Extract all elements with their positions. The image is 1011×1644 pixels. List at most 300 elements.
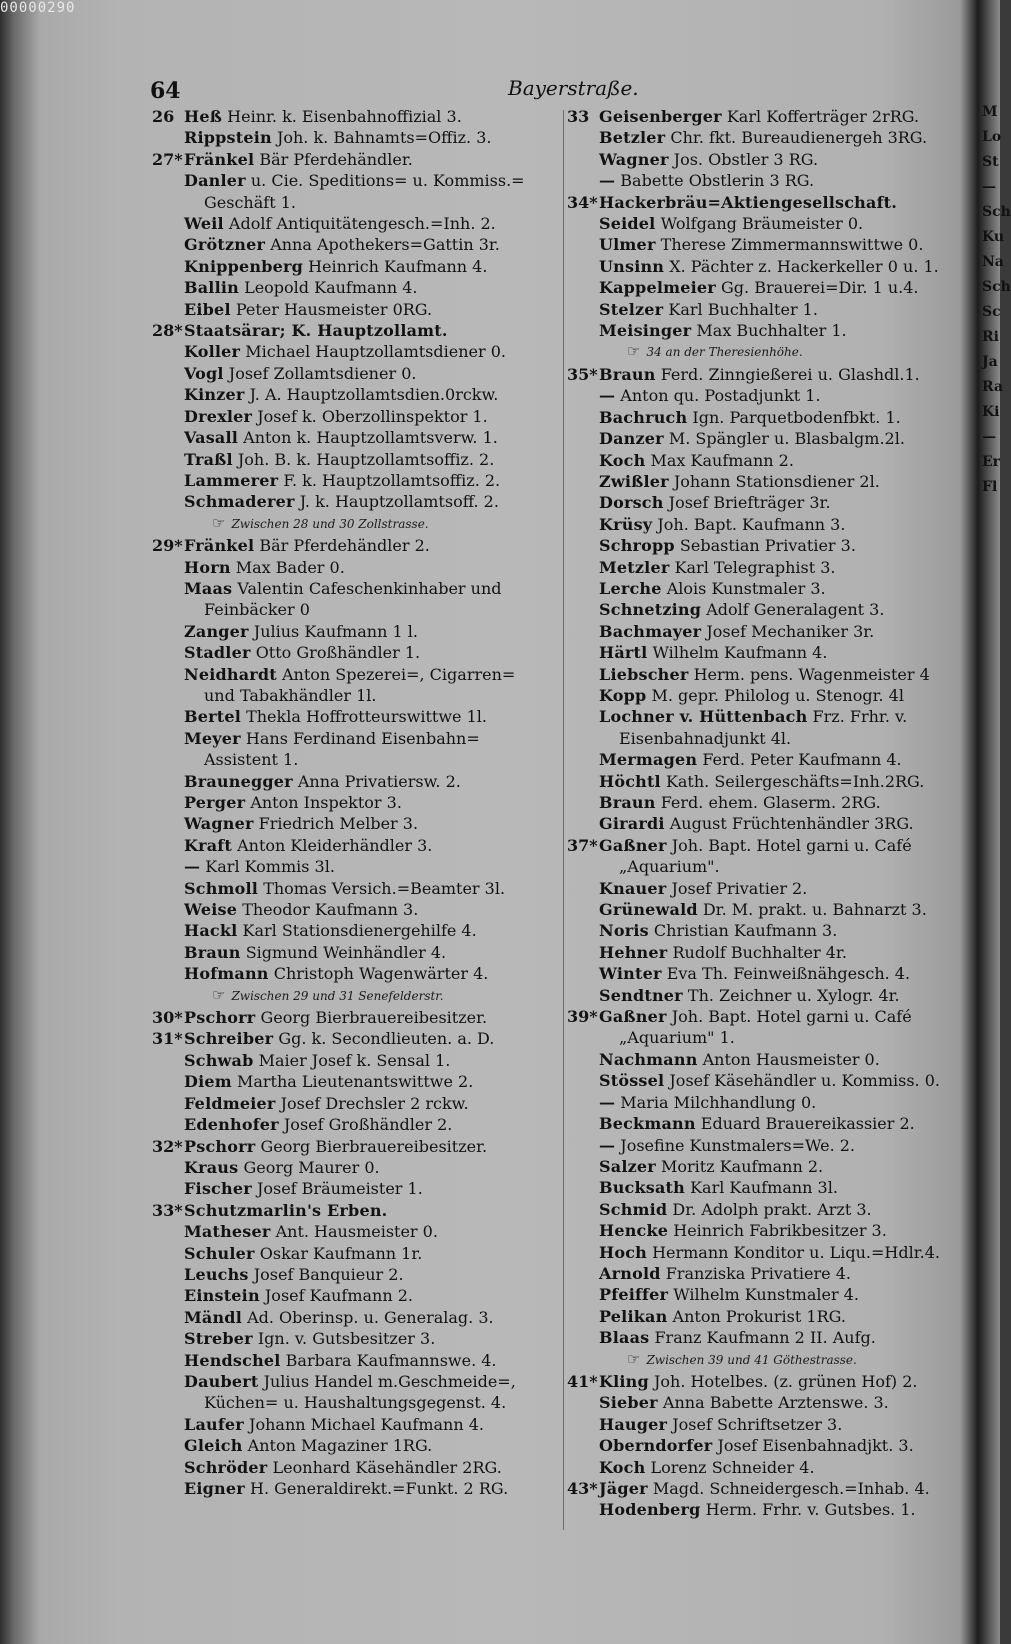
directory-entry bbox=[152, 1114, 552, 1135]
resident-name: Wagner bbox=[599, 149, 669, 169]
resident-name: Danzer bbox=[599, 429, 664, 449]
resident-details: Martha Lieutenantswittwe 2. bbox=[236, 1072, 474, 1092]
resident-name: Grötzner bbox=[184, 235, 266, 255]
resident-details: Ant. Hausmeister 0. bbox=[275, 1222, 438, 1242]
resident-details: Karl Kaufmann 3l. bbox=[690, 1178, 838, 1198]
resident-name: Meyer bbox=[184, 728, 241, 748]
resident-details: Karl Buchhalter 1. bbox=[668, 299, 818, 319]
directory-entry bbox=[567, 492, 952, 513]
resident-details: Frz. Frhr. v. bbox=[812, 707, 908, 727]
resident-name: Schutzmarlin's Erben. bbox=[184, 1200, 388, 1220]
resident-details: Max Bader 0. bbox=[235, 557, 345, 577]
resident-name: Betzler bbox=[599, 128, 666, 148]
resident-name: Matheser bbox=[184, 1222, 271, 1242]
pointing-hand-icon: ☞ bbox=[627, 1349, 641, 1368]
directory-entry bbox=[152, 427, 552, 448]
resident-name: Girardi bbox=[599, 814, 665, 834]
resident-name: Nachmann bbox=[599, 1049, 698, 1069]
resident-name: Wagner bbox=[184, 814, 254, 834]
directory-entry bbox=[567, 1177, 952, 1198]
directory-entry bbox=[567, 277, 952, 298]
resident-details: Karl Telegraphist 3. bbox=[674, 557, 836, 577]
resident-details: Maria Milchhandlung 0. bbox=[620, 1092, 817, 1112]
resident-name: Höchtl bbox=[599, 771, 661, 791]
resident-details: Joh. B. k. Hauptzollamtsoffiz. 2. bbox=[237, 449, 495, 469]
resident-details: J. k. Hauptzollamtsoff. 2. bbox=[299, 492, 499, 512]
directory-entry bbox=[567, 1242, 952, 1263]
directory-entry bbox=[152, 1264, 552, 1285]
resident-name: Sieber bbox=[599, 1393, 658, 1413]
directory-entry bbox=[567, 642, 952, 663]
resident-name: Einstein bbox=[184, 1286, 260, 1306]
directory-entry bbox=[152, 942, 552, 963]
resident-name: — bbox=[599, 171, 616, 191]
resident-name: Weil bbox=[184, 214, 224, 234]
directory-entry bbox=[152, 557, 552, 578]
resident-name: Winter bbox=[599, 964, 662, 984]
directory-entry bbox=[152, 384, 552, 405]
directory-entry bbox=[567, 428, 952, 449]
resident-details: Josef Käsehändler u. Kommiss. 0. bbox=[669, 1071, 940, 1091]
resident-details: Anton Spezerei=, Cigarren= bbox=[281, 664, 516, 684]
resident-details: Dr. Adolph prakt. Arzt 3. bbox=[672, 1199, 872, 1219]
directory-entry bbox=[567, 299, 952, 320]
directory-entry bbox=[152, 878, 552, 899]
resident-name: Sendtner bbox=[599, 985, 683, 1005]
edge-fragment: Ku bbox=[982, 229, 1005, 245]
directory-entry bbox=[567, 749, 952, 770]
edge-fragment: Lo bbox=[982, 129, 1002, 145]
directory-entry bbox=[567, 557, 952, 578]
resident-name: Diem bbox=[184, 1072, 232, 1092]
scan-id: 00000290 bbox=[0, 0, 76, 16]
directory-entry bbox=[567, 1371, 952, 1392]
resident-details: Dr. M. prakt. u. Bahnarzt 3. bbox=[702, 900, 927, 920]
directory-entry bbox=[567, 170, 952, 191]
directory-entry bbox=[152, 363, 552, 384]
directory-entry bbox=[152, 792, 552, 813]
resident-details: Karl Stationsdienergehilfe 4. bbox=[242, 921, 477, 941]
resident-name: Hendschel bbox=[184, 1350, 281, 1370]
resident-name: Pfeiffer bbox=[599, 1285, 669, 1305]
directory-entry bbox=[152, 1350, 552, 1371]
edge-fragment: — bbox=[982, 179, 996, 195]
resident-name: Knippenberg bbox=[184, 256, 303, 276]
directory-entry bbox=[152, 1200, 552, 1221]
resident-details: Wilhelm Kaufmann 4. bbox=[652, 643, 828, 663]
resident-details: Jos. Obstler 3 RG. bbox=[673, 149, 819, 169]
resident-name: Blaas bbox=[599, 1328, 650, 1348]
directory-entry bbox=[567, 1306, 952, 1327]
directory-entry bbox=[567, 878, 952, 899]
directory-entry bbox=[567, 621, 952, 642]
resident-name: Kappelmeier bbox=[599, 278, 716, 298]
resident-details: Herm. pens. Wagenmeister 4 bbox=[693, 664, 930, 684]
edge-fragment: Ki bbox=[982, 404, 1000, 420]
resident-details: Leonhard Käsehändler 2RG. bbox=[272, 1457, 502, 1477]
resident-name: Bachruch bbox=[599, 407, 688, 427]
resident-details: Moritz Kaufmann 2. bbox=[661, 1156, 824, 1176]
resident-name: Hehner bbox=[599, 942, 668, 962]
directory-entry bbox=[152, 535, 552, 556]
pointing-hand-icon: ☞ bbox=[627, 342, 641, 361]
resident-name: — bbox=[599, 1092, 616, 1112]
resident-name: Kling bbox=[599, 1371, 649, 1391]
resident-details: Karl Kommis 3l. bbox=[205, 857, 335, 877]
edge-fragment: Fl bbox=[982, 479, 998, 495]
resident-name: Schuler bbox=[184, 1243, 255, 1263]
directory-entry bbox=[567, 407, 952, 428]
directory-entry bbox=[152, 406, 552, 427]
resident-details: J. A. Hauptzollamtsdien.0rckw. bbox=[249, 385, 499, 405]
resident-details: X. Pächter z. Hackerkeller 0 u. 1. bbox=[669, 256, 939, 276]
resident-details: Valentin Cafeschenkinhaber und bbox=[237, 578, 502, 598]
edge-fragment: — bbox=[982, 429, 996, 445]
running-head: Bayerstraße. bbox=[508, 76, 639, 100]
resident-name: Grünewald bbox=[599, 900, 698, 920]
entry-continuation: Küchen= u. Haushaltungsgegenst. 4. bbox=[204, 1393, 507, 1413]
directory-entry bbox=[152, 1136, 552, 1157]
directory-entry bbox=[567, 127, 952, 148]
directory-entry bbox=[152, 621, 552, 642]
resident-name: Ballin bbox=[184, 278, 239, 298]
resident-details: Julius Kaufmann 1 l. bbox=[253, 621, 418, 641]
house-number: 27* bbox=[152, 149, 183, 169]
resident-name: Braun bbox=[599, 364, 656, 384]
resident-name: Lerche bbox=[599, 578, 662, 598]
directory-entry bbox=[152, 856, 552, 877]
resident-name: Knauer bbox=[599, 878, 667, 898]
resident-details: Joh. Bapt. Hotel garni u. Café bbox=[671, 835, 912, 855]
directory-entry bbox=[152, 706, 552, 727]
resident-name: Stelzer bbox=[599, 299, 664, 319]
resident-name: Feldmeier bbox=[184, 1093, 276, 1113]
directory-entry bbox=[152, 771, 552, 792]
note-text: Zwischen 39 und 41 Göthestrasse. bbox=[646, 1352, 857, 1367]
directory-entry bbox=[152, 277, 552, 298]
directory-entry bbox=[152, 1221, 552, 1242]
house-number: 32* bbox=[152, 1136, 183, 1156]
directory-entry bbox=[567, 1006, 952, 1027]
edge-fragment: Sch bbox=[982, 279, 1011, 295]
directory-entry bbox=[567, 256, 952, 277]
resident-name: Kopp bbox=[599, 685, 647, 705]
resident-details: Eva Th. Feinweißnähgesch. 4. bbox=[666, 964, 911, 984]
resident-details: Georg Bierbrauereibesitzer. bbox=[260, 1136, 488, 1156]
directory-entry bbox=[152, 170, 552, 191]
entry-continuation: Eisenbahnadjunkt 4l. bbox=[619, 728, 792, 748]
resident-name: Leuchs bbox=[184, 1264, 249, 1284]
directory-entry bbox=[152, 449, 552, 470]
entry-continuation: „Aquarium". bbox=[619, 857, 720, 877]
directory-entry bbox=[152, 1435, 552, 1456]
resident-name: Drexler bbox=[184, 406, 253, 426]
resident-name: Koch bbox=[599, 1457, 646, 1477]
resident-name: Braun bbox=[184, 942, 241, 962]
directory-entry bbox=[152, 1028, 552, 1049]
resident-details: Babette Obstlerin 3 RG. bbox=[620, 171, 815, 191]
directory-entry bbox=[152, 1050, 552, 1071]
resident-name: Bachmayer bbox=[599, 621, 702, 641]
directory-entry bbox=[152, 320, 552, 341]
resident-details: Josef Briefträger 3r. bbox=[668, 493, 831, 513]
resident-details: Anton k. Hauptzollamtsverw. 1. bbox=[243, 428, 498, 448]
resident-name: Arnold bbox=[599, 1263, 661, 1283]
resident-name: Unsinn bbox=[599, 256, 665, 276]
directory-entry bbox=[567, 192, 952, 213]
resident-name: Schreiber bbox=[184, 1029, 274, 1049]
resident-name: Neidhardt bbox=[184, 664, 277, 684]
resident-name: — bbox=[599, 1135, 616, 1155]
resident-details: Alois Kunstmaler 3. bbox=[666, 578, 826, 598]
note-text: Zwischen 28 und 30 Zollstrasse. bbox=[231, 516, 429, 531]
directory-entry bbox=[152, 1093, 552, 1114]
resident-name: Kraus bbox=[184, 1157, 239, 1177]
resident-name: Schmid bbox=[599, 1199, 668, 1219]
directory-entry bbox=[152, 341, 552, 362]
resident-name: Koller bbox=[184, 342, 241, 362]
resident-details: Johann Stationsdiener 2l. bbox=[673, 471, 880, 491]
resident-details: Chr. fkt. Bureaudienergeh 3RG. bbox=[670, 128, 928, 148]
resident-name: Dorsch bbox=[599, 493, 664, 513]
resident-details: Kath. Seilergeschäfts=Inh.2RG. bbox=[665, 771, 925, 791]
resident-details: Josef Zollamtsdiener 0. bbox=[228, 363, 417, 383]
resident-name: Schwab bbox=[184, 1050, 254, 1070]
resident-name: Perger bbox=[184, 793, 246, 812]
directory-entry bbox=[567, 471, 952, 492]
next-page-edge bbox=[982, 100, 1011, 500]
directory-entry bbox=[152, 1178, 552, 1199]
resident-name: Maas bbox=[184, 578, 233, 598]
resident-details: Adolf Generalagent 3. bbox=[706, 600, 885, 620]
resident-name: Eibel bbox=[184, 299, 231, 319]
edge-fragment: M bbox=[982, 104, 998, 120]
resident-details: Anton Prokurist 1RG. bbox=[672, 1306, 846, 1326]
resident-details: Max Buchhalter 1. bbox=[696, 321, 847, 341]
resident-details: Ign. Parquetbodenfbkt. 1. bbox=[692, 407, 901, 427]
resident-details: Peter Hausmeister 0RG. bbox=[235, 299, 433, 319]
resident-name: Vasall bbox=[184, 428, 239, 448]
resident-name: Hackerbräu=Aktiengesellschaft. bbox=[599, 192, 898, 212]
resident-details: Gg. k. Secondlieuten. a. D. bbox=[278, 1029, 495, 1049]
resident-name: Hackl bbox=[184, 921, 238, 941]
resident-details: Ign. v. Gutsbesitzer 3. bbox=[257, 1329, 436, 1349]
directory-entry bbox=[567, 664, 952, 685]
resident-details: Barbara Kaufmannswe. 4. bbox=[285, 1350, 497, 1370]
resident-details: Wolfgang Bräumeister 0. bbox=[660, 214, 864, 234]
directory-entry bbox=[567, 149, 952, 170]
house-number: 43* bbox=[567, 1479, 598, 1498]
resident-details: Hans Ferdinand Eisenbahn= bbox=[245, 728, 480, 748]
resident-name: Schropp bbox=[599, 536, 675, 556]
resident-details: Th. Zeichner u. Xylogr. 4r. bbox=[687, 985, 900, 1005]
resident-name: Heß bbox=[184, 107, 223, 126]
directory-entry bbox=[567, 771, 952, 792]
resident-name: Kraft bbox=[184, 835, 232, 855]
resident-details: M. gepr. Philolog u. Stenogr. 4l bbox=[651, 685, 904, 705]
resident-name: Laufer bbox=[184, 1414, 244, 1434]
resident-details: Anna Apothekers=Gattin 3r. bbox=[270, 235, 500, 255]
resident-details: Josef Mechaniker 3r. bbox=[706, 621, 875, 641]
resident-name: Mermagen bbox=[599, 750, 698, 770]
edge-fragment: Ja bbox=[982, 354, 998, 370]
resident-details: u. Cie. Speditions= u. Kommiss.= bbox=[250, 171, 525, 191]
resident-name: Stössel bbox=[599, 1071, 665, 1091]
note-text: Zwischen 29 und 31 Senefelderstr. bbox=[231, 988, 444, 1003]
directory-entry bbox=[567, 450, 952, 471]
resident-name: Schmaderer bbox=[184, 492, 295, 512]
resident-name: Hofmann bbox=[184, 964, 269, 984]
directory-entry bbox=[567, 1414, 952, 1435]
resident-name: Lochner v. Hüttenbach bbox=[599, 707, 808, 727]
resident-name: Gaßner bbox=[599, 835, 667, 855]
directory-entry bbox=[567, 364, 952, 385]
directory-entry bbox=[152, 1414, 552, 1435]
resident-name: Hencke bbox=[599, 1221, 669, 1241]
directory-entry bbox=[152, 578, 552, 599]
resident-name: Koch bbox=[599, 450, 646, 470]
house-number: 33 bbox=[567, 107, 590, 126]
resident-details: Sebastian Privatier 3. bbox=[679, 536, 856, 556]
resident-details: Georg Maurer 0. bbox=[243, 1157, 380, 1177]
resident-name: Liebscher bbox=[599, 664, 689, 684]
directory-entry bbox=[152, 920, 552, 941]
resident-name: Braun bbox=[599, 793, 656, 812]
directory-entry bbox=[152, 1328, 552, 1349]
house-number: 33* bbox=[152, 1200, 183, 1220]
directory-entry bbox=[152, 106, 552, 127]
resident-details: Josef Großhändler 2. bbox=[283, 1115, 453, 1135]
resident-details: Ferd. Zinngießerei u. Glashdl.1. bbox=[660, 364, 920, 384]
pointing-hand-icon: ☞ bbox=[212, 513, 226, 532]
directory-entry bbox=[567, 213, 952, 234]
resident-name: Oberndorfer bbox=[599, 1436, 713, 1456]
resident-details: Heinrich Fabrikbesitzer 3. bbox=[673, 1221, 887, 1241]
resident-name: Mändl bbox=[184, 1307, 242, 1327]
resident-name: Bucksath bbox=[599, 1178, 685, 1198]
house-number: 41* bbox=[567, 1371, 598, 1391]
entry-continuation: Assistent 1. bbox=[204, 750, 299, 770]
directory-entry bbox=[152, 664, 552, 685]
resident-name: Fränkel bbox=[184, 149, 255, 169]
directory-entry bbox=[152, 728, 552, 749]
resident-name: Gaßner bbox=[599, 1007, 667, 1027]
resident-name: Jäger bbox=[599, 1479, 648, 1498]
resident-details: Lorenz Schneider 4. bbox=[650, 1457, 815, 1477]
resident-details: Therese Zimmermannswittwe 0. bbox=[660, 235, 924, 255]
resident-name: Metzler bbox=[599, 557, 670, 577]
resident-details: Maier Josef k. Sensal 1. bbox=[258, 1050, 451, 1070]
resident-details: Heinr. k. Eisenbahnoffizial 3. bbox=[227, 107, 462, 126]
house-number: 29* bbox=[152, 536, 183, 556]
edge-fragment: Sc bbox=[982, 304, 1001, 320]
resident-name: Traßl bbox=[184, 449, 233, 469]
directory-entry bbox=[152, 149, 552, 170]
edge-fragment: Ra bbox=[982, 379, 1004, 395]
resident-details: Anna Privatiersw. 2. bbox=[297, 771, 461, 791]
directory-entry bbox=[567, 942, 952, 963]
resident-details: Otto Großhändler 1. bbox=[255, 643, 421, 663]
resident-name: Zanger bbox=[184, 621, 249, 641]
directory-entry bbox=[567, 535, 952, 556]
resident-details: Joh. Bapt. Hotel garni u. Café bbox=[671, 1007, 912, 1027]
resident-details: Eduard Brauereikassier 2. bbox=[700, 1114, 915, 1134]
resident-details: M. Spängler u. Blasbalgm.2l. bbox=[668, 429, 905, 449]
resident-name: Daubert bbox=[184, 1371, 259, 1391]
resident-name: Schmoll bbox=[184, 878, 259, 898]
entry-continuation: Geschäft 1. bbox=[204, 192, 296, 212]
directory-entry bbox=[567, 106, 952, 127]
resident-details: Christoph Wagenwärter 4. bbox=[273, 964, 489, 984]
directory-entry bbox=[567, 599, 952, 620]
resident-name: Rippstein bbox=[184, 128, 272, 148]
house-number: 35* bbox=[567, 364, 598, 384]
resident-name: Salzer bbox=[599, 1156, 656, 1176]
cross-street-note bbox=[152, 985, 552, 1007]
resident-details: Wilhelm Kunstmaler 4. bbox=[673, 1285, 859, 1305]
resident-name: Bertel bbox=[184, 707, 241, 727]
resident-details: Josef k. Oberzollinspektor 1. bbox=[257, 406, 488, 426]
resident-details: Josef Eisenbahnadjkt. 3. bbox=[717, 1436, 914, 1456]
resident-details: Julius Handel m.Geschmeide=, bbox=[263, 1371, 516, 1391]
directory-entry bbox=[567, 1199, 952, 1220]
entry-continuation: Feinbäcker 0 bbox=[204, 600, 310, 620]
resident-details: Josef Kaufmann 2. bbox=[264, 1286, 414, 1306]
resident-details: Anton Inspektor 3. bbox=[250, 793, 402, 812]
resident-details: Rudolf Buchhalter 4r. bbox=[672, 942, 847, 962]
edge-fragment: Ri bbox=[982, 329, 999, 345]
directory-entry bbox=[567, 514, 952, 535]
directory-entry bbox=[152, 213, 552, 234]
directory-entry bbox=[152, 1157, 552, 1178]
edge-fragment: St bbox=[982, 154, 999, 170]
note-text: 34 an der Theresienhöhe. bbox=[646, 345, 803, 360]
resident-name: Krüsy bbox=[599, 514, 653, 534]
resident-name: Schröder bbox=[184, 1457, 268, 1477]
right-column bbox=[567, 106, 952, 1521]
resident-details: H. Generaldirekt.=Funkt. 2 RG. bbox=[250, 1479, 509, 1498]
directory-entry bbox=[567, 1070, 952, 1091]
directory-entry bbox=[567, 1284, 952, 1305]
resident-name: Hodenberg bbox=[599, 1500, 701, 1520]
resident-name: Kinzer bbox=[184, 385, 245, 405]
directory-entry bbox=[567, 1113, 952, 1134]
directory-entry bbox=[567, 706, 952, 727]
resident-details: Anton Hausmeister 0. bbox=[702, 1049, 880, 1069]
directory-entry bbox=[567, 1092, 952, 1113]
resident-details: Johann Michael Kaufmann 4. bbox=[249, 1414, 484, 1434]
resident-details: Josef Privatier 2. bbox=[671, 878, 808, 898]
resident-details: Herm. Frhr. v. Gutsbes. 1. bbox=[705, 1500, 916, 1520]
resident-details: Josef Drechsler 2 rckw. bbox=[280, 1093, 469, 1113]
cross-street-note bbox=[567, 341, 952, 363]
left-column bbox=[152, 106, 552, 1499]
house-number: 31* bbox=[152, 1029, 183, 1049]
directory-entry bbox=[152, 813, 552, 834]
resident-name: Vogl bbox=[184, 363, 224, 383]
resident-name: Hoch bbox=[599, 1242, 647, 1262]
resident-name: Hauger bbox=[599, 1414, 668, 1434]
house-number: 26 bbox=[152, 107, 175, 126]
directory-entry bbox=[152, 642, 552, 663]
house-number: 30* bbox=[152, 1008, 183, 1028]
resident-details: Karl Kofferträger 2rRG. bbox=[726, 107, 920, 126]
directory-entry bbox=[567, 1156, 952, 1177]
directory-entry bbox=[152, 963, 552, 984]
resident-name: Beckmann bbox=[599, 1114, 696, 1134]
resident-name: Ulmer bbox=[599, 235, 656, 255]
resident-details: Anna Babette Arztenswe. 3. bbox=[662, 1393, 889, 1413]
